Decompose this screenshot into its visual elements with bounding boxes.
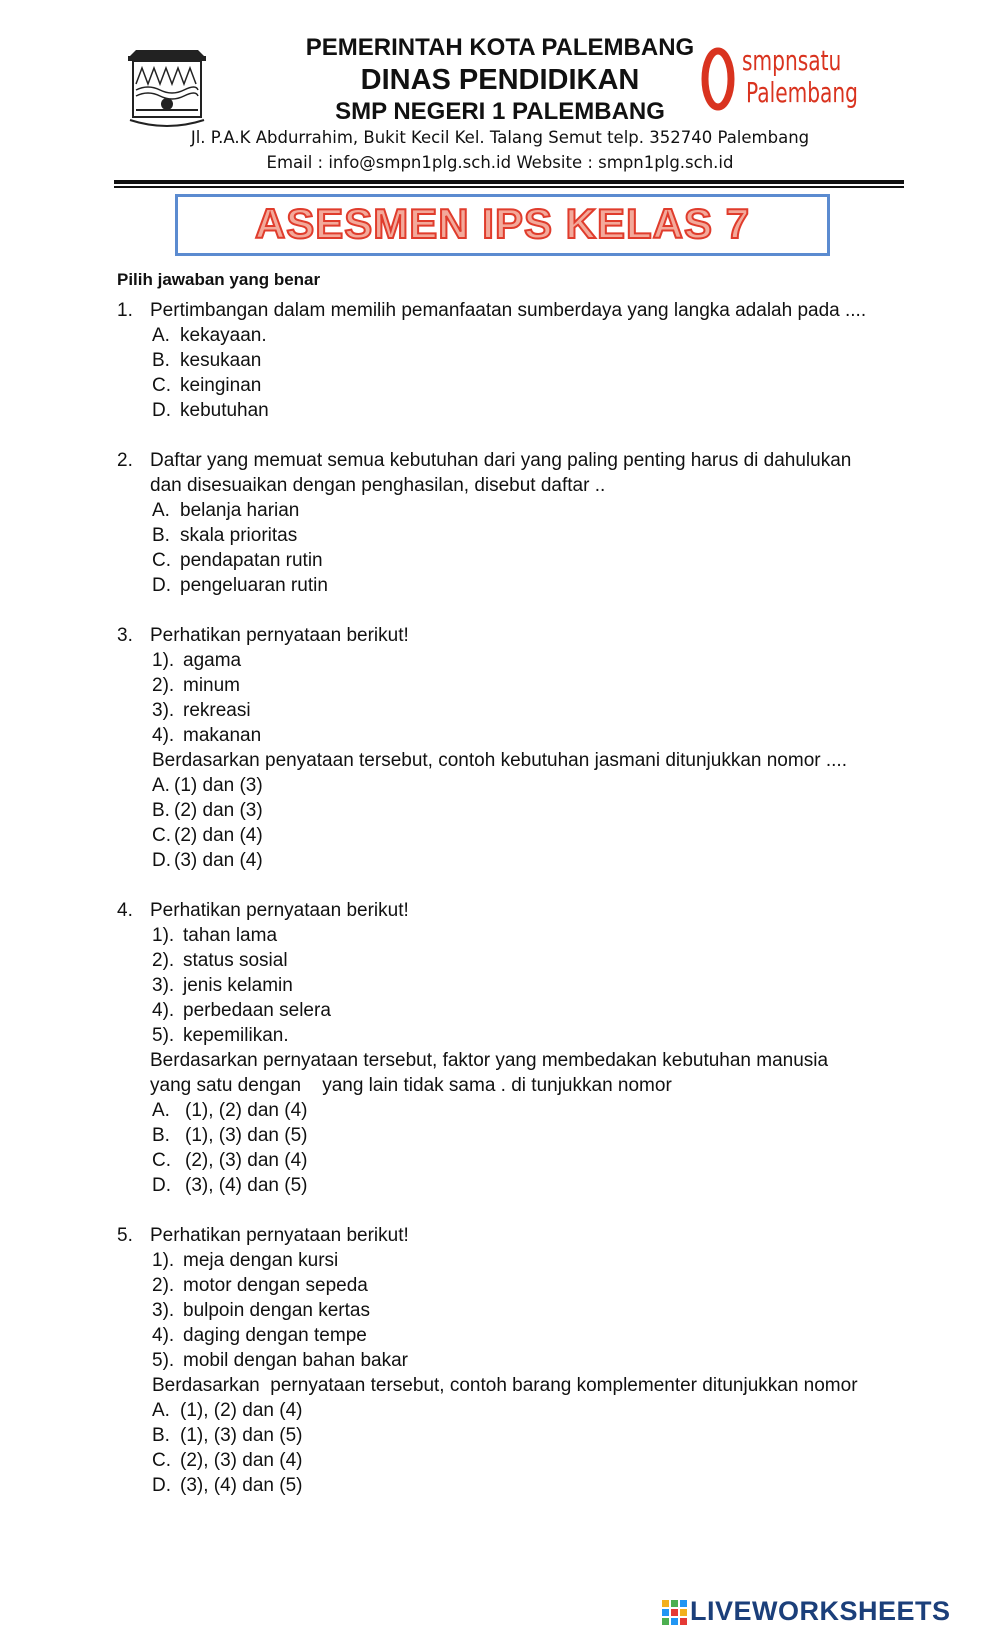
q4-option-b-label: B. [152,1125,170,1146]
q2-text-line1: Daftar yang memuat semua kebutuhan dari yang paling penting harus di dahulukan [150,450,852,471]
q4-statement-1: tahan lama [183,925,278,946]
header-contact: Email : info@smpn1plg.sch.id Website : smpn1plg.sch.id [266,153,734,172]
q3-statement-1-num: 1). [152,650,175,671]
q4-text: Perhatikan pernyataan berikut! [150,900,409,921]
q5-statement-5-num: 5). [152,1350,175,1371]
q5-prompt: Berdasarkan pernyataan tersebut, contoh barang komplementer ditunjukkan nomor [152,1375,858,1396]
q4-option-a-label: A. [152,1100,170,1121]
q4-statement-4-num: 4). [152,1000,175,1021]
q5-statement-1: meja dengan kursi [183,1250,339,1271]
q5-text: Perhatikan pernyataan berikut! [150,1225,409,1246]
q3-option-b-label: B. [152,800,170,821]
q3-statement-4: makanan [183,725,262,746]
q1-option-b[interactable]: kesukaan [180,350,262,371]
liveworksheets-logo-icon [662,1600,688,1626]
q3-option-a-label: A. [152,775,170,796]
page-title: ASESMEN IPS KELAS 7 [254,200,751,247]
q5-statement-4-num: 4). [152,1325,175,1346]
q3-statement-1: agama [183,650,242,671]
q4-statement-5-num: 5). [152,1025,175,1046]
q2-option-c[interactable]: pendapatan rutin [180,550,323,571]
q1-text: Pertimbangan dalam memilih pemanfaatan sumberdaya yang langka adalah pada .... [150,300,867,321]
q3-statement-2-num: 2). [152,675,175,696]
q2-option-a-label: A. [152,500,170,521]
q3-option-b[interactable]: (2) dan (3) [174,800,263,821]
header-address: Jl. P.A.K Abdurrahim, Bukit Kecil Kel. Talang Semut telp. 352740 Palembang [190,128,810,147]
header-government: PEMERINTAH KOTA PALEMBANG [305,34,695,61]
q4-statement-2-num: 2). [152,950,175,971]
q2-number: 2. [117,450,133,471]
q4-statement-4: perbedaan selera [183,1000,331,1021]
q5-option-d[interactable]: (3), (4) dan (5) [180,1475,303,1496]
q5-option-c-label: C. [152,1450,171,1471]
header-divider-thin [114,186,904,188]
q4-prompt-line1: Berdasarkan pernyataan tersebut, faktor yang membedakan kebutuhan manusia [150,1050,829,1071]
q1-option-b-label: B. [152,350,170,371]
q4-number: 4. [117,900,133,921]
q5-statement-2: motor dengan sepeda [183,1275,368,1296]
q1-option-a-label: A. [152,325,170,346]
q5-statement-3: bulpoin dengan kertas [183,1300,370,1321]
q4-prompt-line2: yang satu dengan yang lain tidak sama . di tunjukkan nomor [150,1075,672,1096]
q3-statement-4-num: 4). [152,725,175,746]
q3-statement-2: minum [183,675,241,696]
q5-option-b[interactable]: (1), (3) dan (5) [180,1425,303,1446]
q3-number: 3. [117,625,133,646]
q2-option-d[interactable]: pengeluaran rutin [180,575,328,596]
q3-prompt: Berdasarkan penyataan tersebut, contoh kebutuhan jasmani ditunjukkan nomor .... [152,750,847,771]
school-logo-text-bottom: Palembang [746,76,858,109]
q5-statement-5: mobil dengan bahan bakar [183,1350,409,1371]
q2-option-b-label: B. [152,525,170,546]
header-divider [114,180,904,184]
q5-statement-3-num: 3). [152,1300,175,1321]
q1-option-c[interactable]: keinginan [180,375,262,396]
q3-statement-3: rekreasi [183,700,251,721]
liveworksheets-brand[interactable]: LIVEWORKSHEETS [690,1596,951,1626]
q1-option-d[interactable]: kebutuhan [180,400,269,421]
instruction: Pilih jawaban yang benar [117,270,321,289]
q5-statement-1-num: 1). [152,1250,175,1271]
q1-option-a[interactable]: kekayaan. [180,325,267,346]
q3-option-c-label: C. [152,825,171,846]
q4-statement-3: jenis kelamin [183,975,293,996]
q5-option-d-label: D. [152,1475,171,1496]
header-department: DINAS PENDIDIKAN [360,64,640,96]
q3-option-d-label: D. [152,850,171,871]
q2-option-a[interactable]: belanja harian [180,500,300,521]
q3-option-d[interactable]: (3) dan (4) [174,850,263,871]
q4-option-d-label: D. [152,1175,171,1196]
q1-number: 1. [117,300,133,321]
q2-text-line2: dan disesuaikan dengan penghasilan, disebut daftar .. [150,475,606,496]
q3-statement-3-num: 3). [152,700,175,721]
q1-option-d-label: D. [152,400,171,421]
q5-option-a[interactable]: (1), (2) dan (4) [180,1400,303,1421]
q4-statement-1-num: 1). [152,925,175,946]
q5-option-b-label: B. [152,1425,170,1446]
q4-statement-3-num: 3). [152,975,175,996]
q4-option-b[interactable]: (1), (3) dan (5) [185,1125,308,1146]
q3-option-a[interactable]: (1) dan (3) [174,775,263,796]
school-logo-text-top: smpnsatu [742,44,842,77]
header-school: SMP NEGERI 1 PALEMBANG [335,98,665,125]
q4-option-c-label: C. [152,1150,171,1171]
q5-option-c[interactable]: (2), (3) dan (4) [180,1450,303,1471]
q4-statement-2: status sosial [183,950,288,971]
q4-option-c[interactable]: (2), (3) dan (4) [185,1150,308,1171]
q5-statement-4: daging dengan tempe [183,1325,367,1346]
q2-option-d-label: D. [152,575,171,596]
q4-statement-5: kepemilikan. [183,1025,289,1046]
q3-text: Perhatikan pernyataan berikut! [150,625,409,646]
q4-option-d[interactable]: (3), (4) dan (5) [185,1175,308,1196]
q1-option-c-label: C. [152,375,171,396]
q5-number: 5. [117,1225,133,1246]
q2-option-b[interactable]: skala prioritas [180,525,298,546]
q5-statement-2-num: 2). [152,1275,175,1296]
q3-option-c[interactable]: (2) dan (4) [174,825,263,846]
q2-option-c-label: C. [152,550,171,571]
q5-option-a-label: A. [152,1400,170,1421]
q4-option-a[interactable]: (1), (2) dan (4) [185,1100,308,1121]
